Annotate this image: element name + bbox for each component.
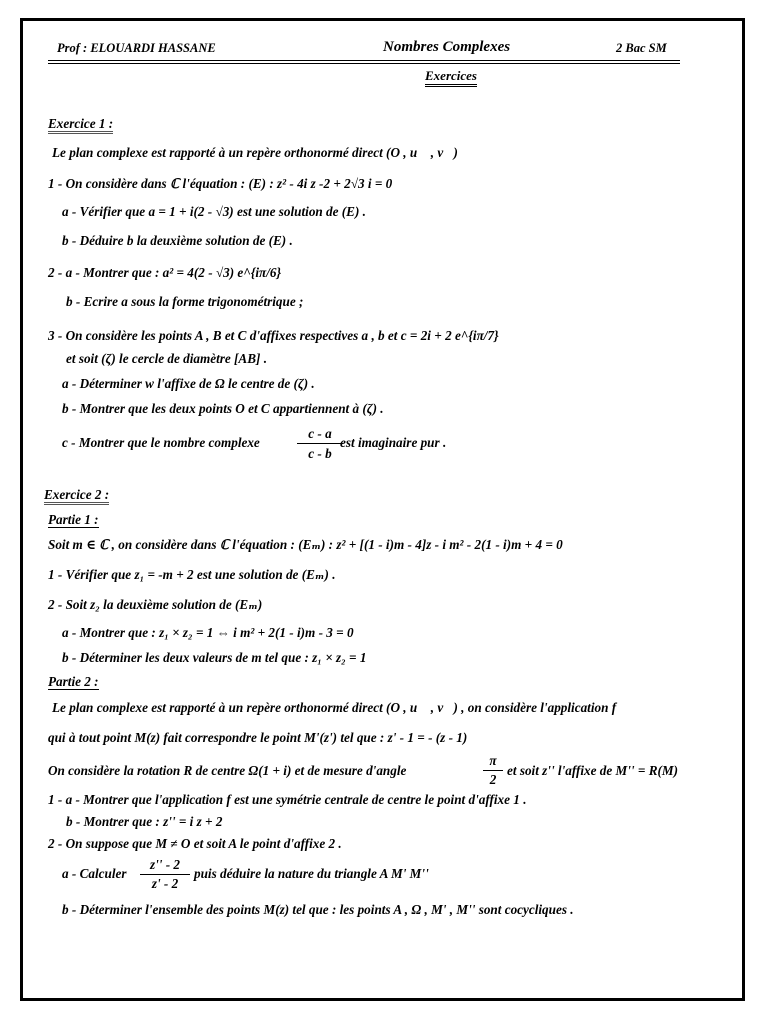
exercise-1-heading-text: Exercice 1 :	[48, 116, 113, 134]
page-title: Nombres Complexes	[383, 39, 511, 55]
ex2-line: 2 - On suppose que M ≠ O et soit A le point d'affixe 2 .	[48, 836, 342, 851]
exercise-1-heading	[48, 116, 113, 132]
ex1-line: b - Montrer que les deux points O et C appartiennent à (ζ) .	[62, 401, 384, 416]
ex1-line: a - Vérifier que a = 1 + i(2 - √3) est une solution de (E) .	[62, 204, 366, 219]
part-1-heading	[48, 512, 99, 528]
ex2-line: 1 - Vérifier que z₁ = -m + 2 est une solution de (Eₘ) .	[48, 567, 336, 582]
exercise-2-heading-text: Exercice 2 :	[44, 487, 109, 505]
angle-denominator: 2	[489, 772, 497, 787]
header-rule	[48, 63, 680, 64]
fraction-numerator: c - a	[308, 426, 332, 441]
ex1-line: b - Ecrire a sous la forme trigonométrique ;	[66, 294, 304, 309]
part-2-heading	[48, 674, 99, 690]
part-1-heading-text: Partie 1 :	[48, 512, 99, 527]
page-border	[20, 18, 745, 1001]
subtitle-text: Exercices	[425, 68, 477, 87]
ex2-line: 1 - a - Montrer que l'application f est une symétrie centrale de centre le point d'affixe 1 .	[48, 792, 527, 807]
ex2-line: a - Montrer que : z₁ × z₂ = 1 ⇔ i m² + 2(1 - i)m - 3 = 0	[62, 625, 354, 640]
ex1-line: Le plan complexe est rapporté à un repère orthonormé direct (O , u⃗ , v⃗)	[52, 145, 458, 160]
angle-numerator: π	[489, 753, 497, 768]
ex2-line: Soit m ∈ ℂ , on considère dans ℂ l'équation : (Eₘ) : z² + [(1 - i)m - 4]z - i m² - 2(1 - i)m + 4 = 0	[48, 537, 563, 552]
ex2-line: On considère la rotation R de centre Ω(1 + i) et de mesure d'angle	[48, 763, 407, 778]
calc-numerator: z'' - 2	[149, 857, 181, 872]
ex2-line: a - Calculer	[62, 866, 127, 881]
class-level: 2 Bac SM	[616, 41, 667, 55]
ex1-line: et soit (ζ) le cercle de diamètre [AB] .	[66, 351, 267, 366]
exercise-2-heading	[44, 487, 109, 503]
ex1-line: 3 - On considère les points A , B et C d'affixes respectives a , b et c = 2i + 2 e^{iπ/7}	[48, 328, 499, 343]
fraction-bar	[483, 770, 503, 771]
ex2-line: b - Déterminer l'ensemble des points M(z) tel que : les points A , Ω , M' , M'' sont cocycliques .	[62, 902, 574, 917]
ex2-line: b - Déterminer les deux valeurs de m tel que : z₁ × z₂ = 1	[62, 650, 367, 665]
ex1-line: 1 - On considère dans ℂ l'équation : (E) : z² - 4i z -2 + 2√3 i = 0	[48, 176, 393, 191]
ex2-line: Le plan complexe est rapporté à un repère orthonormé direct (O , u⃗ , v⃗) , on considère l'application f	[52, 700, 617, 715]
ex2-line: et soit z'' l'affixe de M'' = R(M)	[507, 763, 679, 778]
part-2-heading-text: Partie 2 :	[48, 674, 99, 689]
ex2-line: qui à tout point M(z) fait correspondre le point M'(z') tel que : z' - 1 = - (z - 1)	[48, 730, 468, 745]
fraction-bar	[297, 443, 343, 444]
ex1-line: 2 - a - Montrer que : a² = 4(2 - √3) e^{iπ/6}	[48, 265, 282, 280]
ex1-line: est imaginaire pur .	[340, 435, 447, 450]
ex2-line: b - Montrer que : z'' = i z + 2	[66, 814, 223, 829]
author: Prof : ELOUARDI HASSANE	[57, 41, 216, 55]
subtitle	[425, 68, 477, 84]
header-rule	[48, 60, 680, 61]
ex2-line: puis déduire la nature du triangle A M' M''	[194, 866, 429, 881]
ex2-line: 2 - Soit z₂ la deuxième solution de (Eₘ)	[48, 597, 263, 612]
ex1-line: b - Déduire b la deuxième solution de (E) .	[62, 233, 293, 248]
fraction-bar	[140, 874, 190, 875]
fraction-denominator: c - b	[308, 446, 332, 461]
ex1-line: a - Déterminer w l'affixe de Ω le centre de (ζ) .	[62, 376, 315, 391]
ex1-line: c - Montrer que le nombre complexe	[62, 435, 260, 450]
calc-denominator: z' - 2	[151, 876, 179, 891]
